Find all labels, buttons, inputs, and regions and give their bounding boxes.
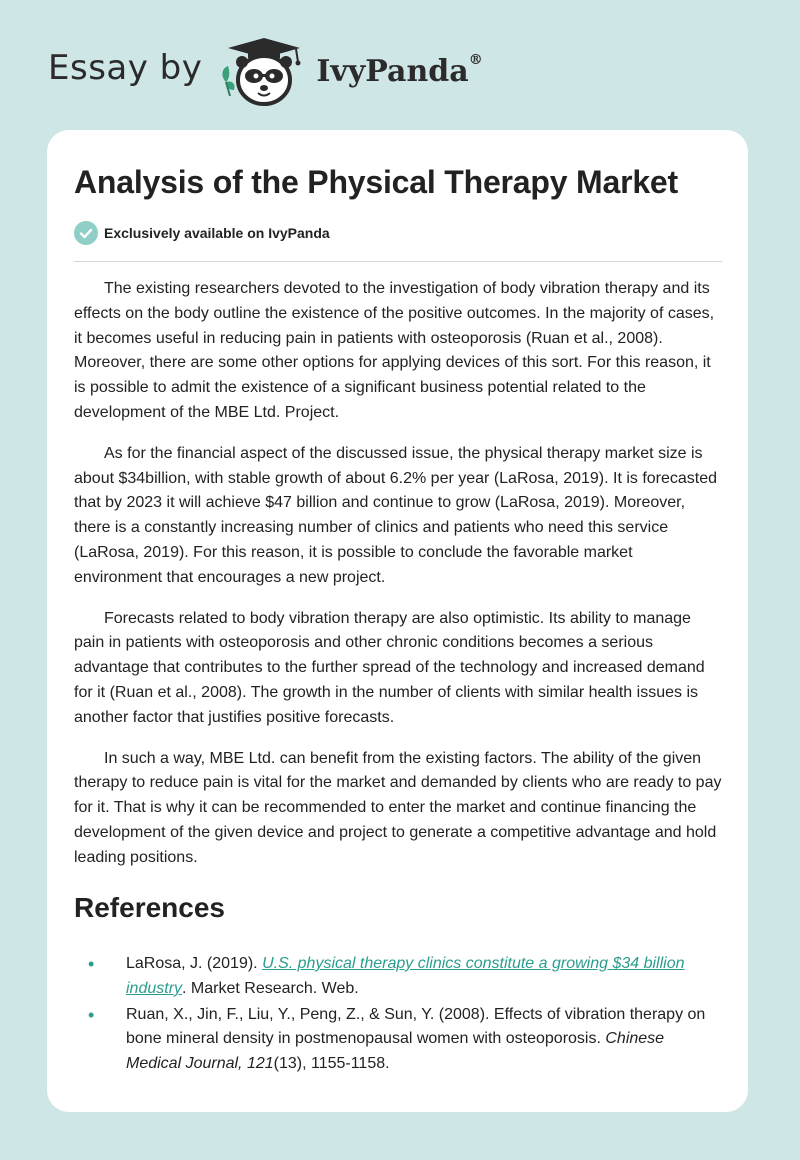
exclusive-badge <box>74 221 330 245</box>
brand-name: IvyPanda® <box>316 51 483 89</box>
panda-graduate-logo-icon <box>218 36 310 108</box>
brand-header <box>48 36 508 108</box>
references-heading: References <box>74 892 225 923</box>
reference-link[interactable]: U.S. physical therapy clinics constitute a growing $34 billion industry <box>126 955 685 997</box>
bullet-icon: • <box>88 954 95 974</box>
check-circle-icon <box>74 221 98 245</box>
badge-text: Exclusively available on IvyPanda <box>104 225 330 241</box>
bullet-icon: • <box>88 1004 95 1025</box>
paragraph: In such a way, MBE Ltd. can benefit from the existing factors. The ability of the given therapy to reduce pain is vital for the market and demanded by clients who are ready to pay for it. That is why it can be recommended to enter the market and continue financing the development of the given device and project to generate a competitive advantage and hold leading positions. <box>74 749 722 866</box>
journal-title: Chinese Medical Journal, 121 <box>126 1030 665 1073</box>
registered-mark: ® <box>468 51 483 68</box>
reference-text: LaRosa, J. (2019). <box>126 955 263 972</box>
brand-prefix: Essay by <box>48 48 203 88</box>
divider <box>74 261 722 262</box>
references-list <box>74 952 722 1078</box>
page-title: Analysis of the Physical Therapy Market <box>74 164 678 200</box>
reference-item <box>74 1003 722 1077</box>
reference-item <box>74 952 722 1002</box>
paragraph: The existing researchers devoted to the investigation of body vibration therapy and its effects on the body outline the existence of the positive outcomes. In the majority of cases, it becomes useful in reducing pain in patients with osteoporosis (Ruan et al., 2008). Moreover, there are some other options for applying devices of this sort. For this reason, it is possible to admit the existence of a significant business potential related to the development of the MBE Ltd. Project. <box>74 280 715 421</box>
essay-body <box>74 277 722 887</box>
paragraph: As for the financial aspect of the discussed issue, the physical therapy market size is about $34billion, with stable growth of about 6.2% per year (LaRosa, 2019). It is forecasted that by 2023 it will achieve $47 billion and continue to grow (LaRosa, 2019). Moreover, there is a constantly increasing number of clinics and patients who need this service (LaRosa, 2019). For this reason, it is possible to conclude the favorable market environment that encourages a new project. <box>74 444 718 586</box>
paragraph: Forecasts related to body vibration therapy are also optimistic. Its ability to manage pain in patients with osteoporosis and other chronic conditions becomes a serious advantage that contributes to the further spread of the technology and increased demand for it (Ruan et al., 2008). The growth in the number of clients with similar health issues is another factor that justifies positive forecasts. <box>74 609 705 726</box>
essay-card <box>47 130 748 1112</box>
reference-text: Ruan, X., Jin, F., Liu, Y., Peng, Z., & Sun, Y. (2008). Effects of vibration therapy on bone mineral density in postmenopausal women with osteoporosis. <box>126 1005 706 1048</box>
reference-text: . Market Research. Web. <box>182 979 359 997</box>
reference-text: (13), 1155-1158. <box>273 1055 390 1073</box>
